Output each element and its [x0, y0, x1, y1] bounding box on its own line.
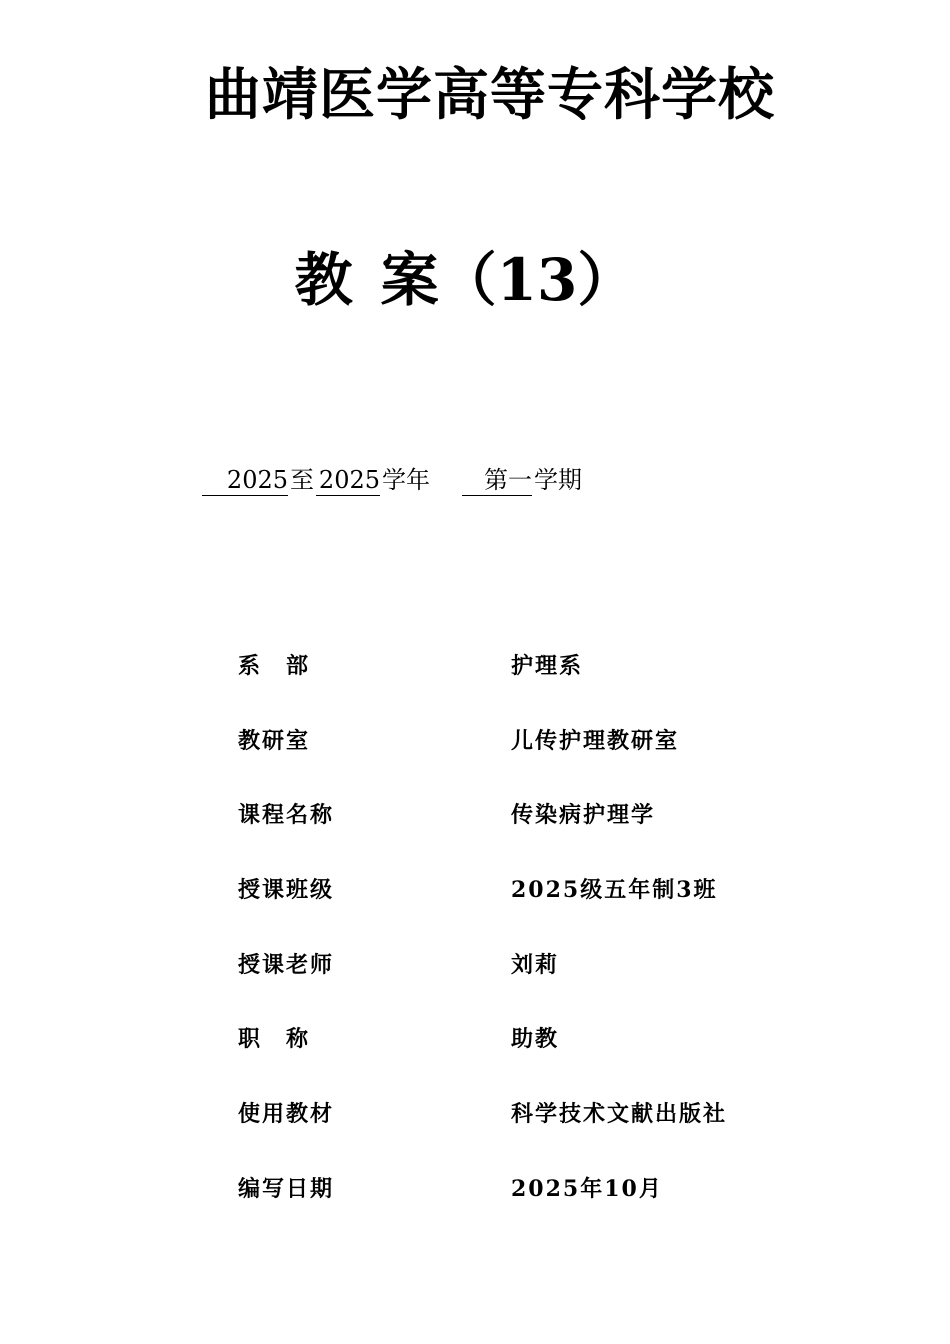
info-value: 科学技术文献出版社: [511, 1101, 728, 1128]
info-label: 授课老师: [238, 951, 335, 978]
info-row-title: [238, 1019, 838, 1094]
term-semester-label: 学期: [534, 466, 582, 494]
info-label: 系 部: [238, 653, 311, 679]
info-value: 传染病护理学: [511, 802, 656, 829]
term-to-label: 至: [290, 466, 314, 494]
info-row-textbook: [238, 1094, 838, 1169]
info-value: 助教: [511, 1026, 560, 1053]
info-label: 使用教材: [238, 1101, 335, 1128]
document-title-main: 教: [294, 246, 353, 314]
info-value: 2025年10月: [511, 1175, 663, 1202]
info-row-department: [238, 646, 838, 721]
info-row-teaching-office: [238, 721, 838, 796]
info-row-course-name: [238, 795, 838, 870]
info-row-date: [238, 1169, 838, 1244]
term-year-start: 2025: [202, 465, 288, 496]
info-label: 编写日期: [238, 1175, 335, 1202]
info-value: 儿传护理教研室: [511, 727, 680, 754]
info-label: 职 称: [238, 1026, 311, 1053]
academic-term-line: [202, 462, 584, 498]
info-label: 教研室: [238, 727, 311, 754]
school-name: 曲靖医学高等专科学校: [205, 62, 775, 128]
term-semester: 第一: [462, 465, 532, 496]
info-row-class: [238, 870, 838, 945]
info-label: 授课班级: [238, 877, 335, 904]
term-year-label: 学年: [382, 466, 430, 494]
info-value: 刘莉: [511, 951, 560, 978]
document-title: [0, 240, 930, 320]
info-value: 2025级五年制3班: [511, 877, 718, 904]
info-value: 护理系: [511, 653, 584, 679]
course-info-table: [238, 646, 838, 1244]
document-title-number: 案（13）: [380, 246, 636, 314]
info-row-teacher: [238, 945, 838, 1020]
info-label: 课程名称: [238, 802, 335, 829]
term-year-end: 2025: [316, 465, 380, 496]
